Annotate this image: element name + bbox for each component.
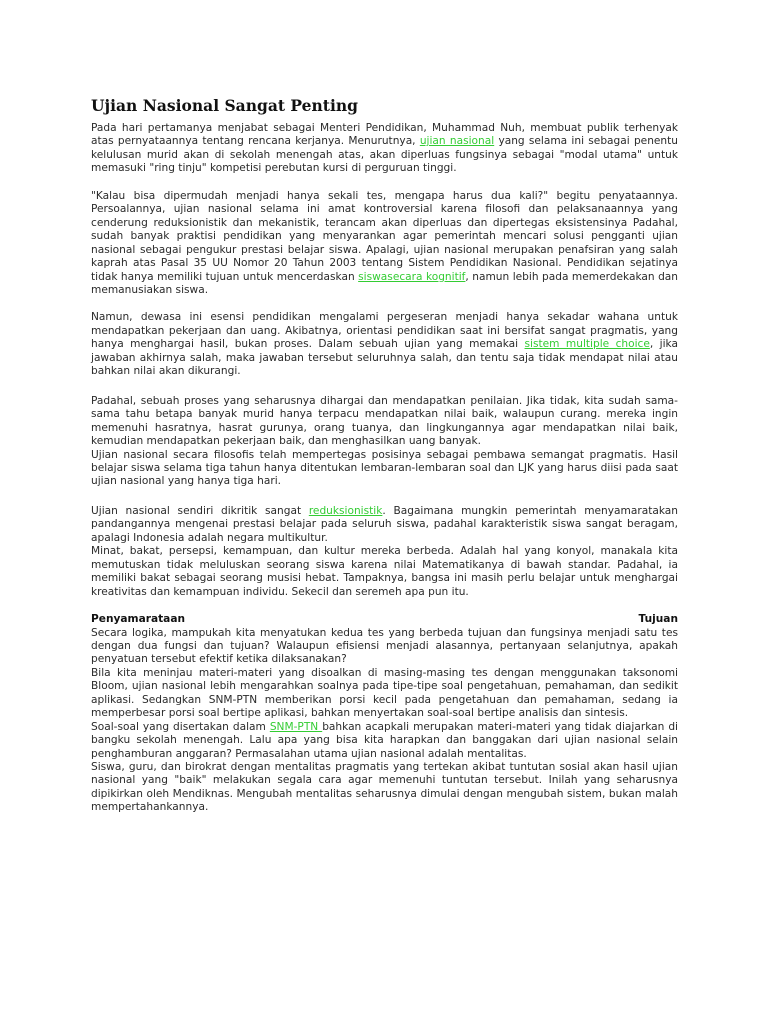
- link-ujian-nasional[interactable]: ujian nasional: [419, 135, 495, 148]
- article-body: [91, 122, 678, 815]
- paragraph-4: Padahal, sebuah proses yang seharusnya dihargai dan mendapatkan penilaian. Jika tidak, kita sudah sama-sama tahu betapa banyak murid hanya terpacu mendapatkan nilai baik, walaupun curang. mereka ingin memenuhi hasratnya, hasrat gurunya, orang tuanya, dan lingkungannya agar mendapatkan nilai baik, kemudian mendapatkan pekerjaan baik, dan menghasilkan uang banyak.: [91, 394, 678, 448]
- paragraph-10: Soal-soal yang disertakan dalam SNM-PTN bahkan acapkali merupakan materi-materi yang tidak diajarkan di bangku sekolah menengah. Lalu apa yang bisa kita harapkan dan banggakan dari ujian nasional selain penghamburan anggaran? Permasalahan utama ujian nasional adalah mentalitas.: [91, 720, 678, 760]
- section-heading: [91, 613, 678, 626]
- paragraph-9: Bila kita meninjau materi-materi yang disoalkan di masing-masing tes dengan menggunakan taksonomi Bloom, ujian nasional lebih mengarahkan soalnya pada tipe-tipe soal pengetahuan, pemahaman, dan sedikit aplikasi. Sedangkan SNM-PTN memberikan porsi kecil pada pengetahuan dan pemahaman, sedang ia memperbesar porsi soal bertipe aplikasi, bahkan menyertakan soal-soal bertipe analisis dan sintesis.: [91, 666, 678, 720]
- paragraph-2: "Kalau bisa dipermudah menjadi hanya sekali tes, mengapa harus dua kali?" begitu penyataannya. Persoalannya, ujian nasional selama ini amat kontroversial karena filosofi dan pelaksanaannya yang cenderung reduksionistik dan mekanistik, terancam akan diperluas dan dipertegas eksistensinya Padahal, sudah banyak praktisi pendidikan yang menyarankan agar pemerintah mencari solusi pengganti ujian nasional sebagai pengukur prestasi belajar siswa. Apalagi, ujian nasional merupakan penafsiran yang salah kaprah atas Pasal 35 UU Nomor 20 Tahun 2003 tentang Sistem Pendidikan Nasional. Pendidikan sejatinya tidak hanya memiliki tujuan untuk mencerdaskan siswasecara kognitif, namun lebih pada memerdekakan dan memanusiakan siswa.: [91, 189, 679, 296]
- paragraph-1: Pada hari pertamanya menjabat sebagai Menteri Pendidikan, Muhammad Nuh, membuat publik terhenyak atas pernyataannya tentang rencana kerjanya. Menurutnya, ujian nasional yang selama ini sebagai penentu kelulusan murid akan di sekolah menengah atas, akan diperluas fungsinya sebagai "modal utama" untuk memasuki "ring tinju" kompetisi perebutan kursi di perguruan tinggi.: [91, 122, 679, 175]
- heading-penyamarataan: Penyamarataan: [91, 613, 186, 626]
- article-title: Ujian Nasional Sangat Penting: [91, 96, 358, 115]
- heading-tujuan: Tujuan: [638, 613, 678, 626]
- paragraph-7: Minat, bakat, persepsi, kemampuan, dan kultur mereka berbeda. Adalah hal yang konyol, manakala kita memutuskan tidak meluluskan seorang siswa karena nilai Matematikanya di bawah standar. Padahal, ia memiliki bakat sebagai seorang musisi hebat. Tampaknya, bangsa ini masih perlu belajar untuk menghargai kreativitas dan kemampuan individu. Sekecil dan seremeh apa pun itu.: [91, 545, 678, 598]
- paragraph-6: Ujian nasional sendiri dikritik sangat reduksionistik. Bagaimana mungkin pemerintah menyamaratakan pandangannya mengenai prestasi belajar pada seluruh siswa, padahal karakteristik siswa sangat beragam, apalagi Indonesia adalah negara multikultur.: [91, 504, 678, 544]
- paragraph-11: Siswa, guru, dan birokrat dengan mentalitas pragmatis yang tertekan akibat tuntutan sosial akan hasil ujian nasional yang "baik" melakukan segala cara agar memenuhi tuntutan tersebut. Inilah yang seharusnya dipikirkan oleh Mendiknas. Mengubah mentalitas seharusnya dimulai dengan mengubah sistem, bukan malah mempertahankannya.: [91, 761, 678, 814]
- paragraph-5: Ujian nasional secara filosofis telah mempertegas posisinya sebagai pembawa semangat pragmatis. Hasil belajar siswa selama tiga tahun hanya ditentukan lembaran-lembaran soal dan LJK yang harus diisi pada saat ujian nasional yang hanya tiga hari.: [91, 448, 678, 488]
- link-siswasecara-kognitif[interactable]: siswasecara kognitif: [358, 270, 466, 283]
- paragraph-3: Namun, dewasa ini esensi pendidikan mengalami pergeseran menjadi hanya sekadar wahana untuk mendapatkan pekerjaan dan uang. Akibatnya, orientasi pendidikan saat ini bersifat sangat pragmatis, yang hanya menghargai hasil, bukan proses. Dalam sebuah ujian yang memakai sistem multiple choice, jika jawaban akhirnya salah, maka jawaban tersebut seluruhnya salah, dan tentu saja tidak mendapat nilai atau bahkan nilai akan dikurangi.: [91, 311, 678, 378]
- paragraph-8: Secara logika, mampukah kita menyatukan kedua tes yang berbeda tujuan dan fungsinya menjadi satu tes dengan dua fungsi dan tujuan? Walaupun efisiensi menjadi alasannya, pertanyaan selanjutnya, apakah penyatuan tersebut efektif ketika dilaksanakan?: [91, 626, 678, 666]
- link-sistem-multiple-choice[interactable]: sistem multiple choice: [524, 338, 650, 351]
- link-reduksionistik[interactable]: reduksionistik: [308, 504, 383, 517]
- link-snm-ptn[interactable]: SNM-PTN: [269, 720, 323, 733]
